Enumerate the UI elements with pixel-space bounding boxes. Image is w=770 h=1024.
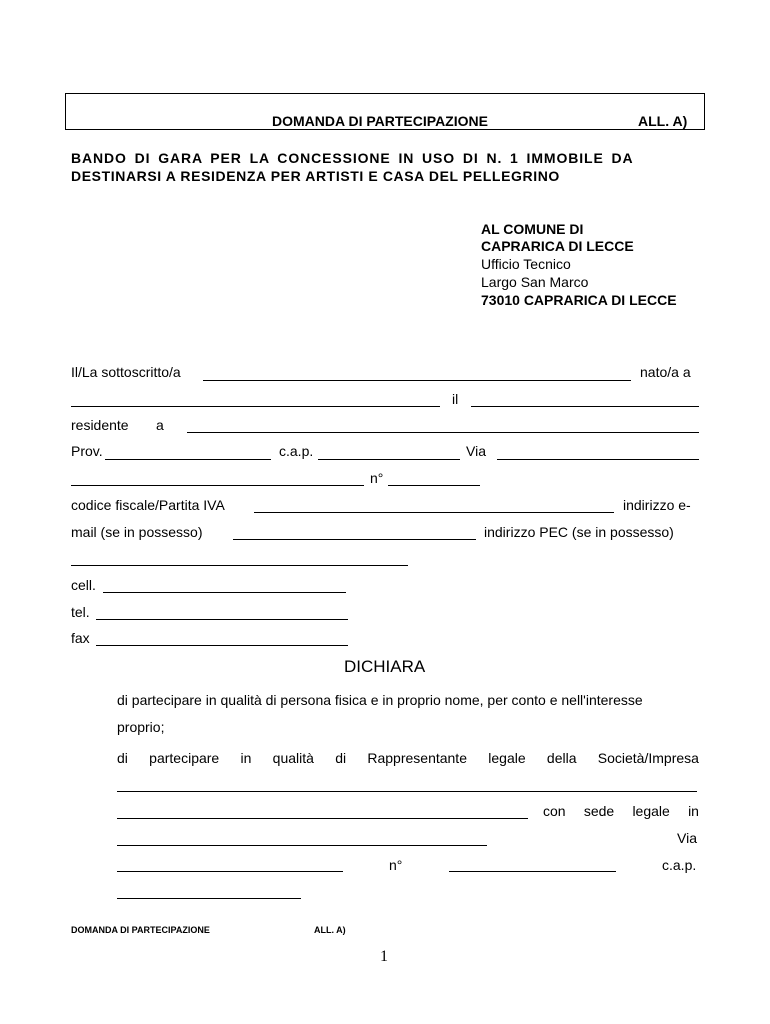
postal-code-label: c.a.p.: [279, 443, 314, 459]
option-2-word: legale: [488, 750, 526, 766]
option-2-word: della: [546, 750, 577, 766]
footer-title: DOMANDA DI PARTECIPAZIONE: [71, 925, 210, 935]
fax-label: fax: [71, 630, 90, 646]
email-label-start: indirizzo e-: [623, 497, 691, 513]
company-name-field[interactable]: [117, 791, 697, 792]
cell-label: cell.: [71, 577, 96, 593]
resident-label: residente: [71, 417, 129, 433]
option-2-word: qualità: [272, 750, 314, 766]
declares-heading: DICHIARA: [344, 657, 426, 676]
street-field[interactable]: [497, 459, 699, 460]
cell-field[interactable]: [103, 592, 346, 593]
undersigned-name-field[interactable]: [203, 380, 631, 381]
seat-word: legale: [632, 803, 670, 819]
recipient-line-4: Largo San Marco: [481, 274, 589, 290]
street-number-field[interactable]: [388, 485, 480, 486]
footer-attachment: ALL. A): [314, 925, 346, 935]
company-street-label: Via: [677, 830, 697, 846]
attachment-label: ALL. A): [638, 113, 688, 129]
seat-word: con: [543, 803, 566, 819]
recipient-line-5: 73010 CAPRARICA DI LECCE: [481, 292, 677, 308]
province-field[interactable]: [105, 459, 271, 460]
document-title: DOMANDA DI PARTECIPAZIONE: [272, 113, 488, 129]
option-2-word: Società/Impresa: [597, 750, 699, 766]
seat-label-line: [543, 803, 699, 819]
born-label: nato/a a: [640, 364, 691, 380]
company-postal-code-label: c.a.p.: [662, 857, 697, 873]
postal-code-field[interactable]: [318, 459, 460, 460]
company-number-label: n°: [389, 857, 403, 873]
resident-in-label: a: [156, 417, 164, 433]
email-field[interactable]: [233, 539, 476, 540]
tax-code-field[interactable]: [254, 512, 614, 513]
undersigned-label: Il/La sottoscritto/a: [71, 364, 181, 380]
pec-field[interactable]: [71, 565, 408, 566]
company-postal-code-field[interactable]: [117, 898, 301, 899]
company-number-field[interactable]: [449, 871, 616, 872]
option-2-word: in: [240, 750, 252, 766]
birthdate-field[interactable]: [471, 406, 699, 407]
fax-field[interactable]: [96, 645, 348, 646]
province-label: Prov.: [71, 443, 103, 459]
option-1-line-2: proprio;: [117, 719, 165, 735]
birthdate-label: il: [452, 391, 459, 407]
option-2-line: [117, 750, 699, 766]
seat-word: in: [688, 803, 699, 819]
option-2-word: Rappresentante: [367, 750, 467, 766]
residence-city-field[interactable]: [187, 432, 699, 433]
tel-field[interactable]: [96, 619, 348, 620]
option-2-word: di: [335, 750, 347, 766]
recipient-line-3: Ufficio Tecnico: [481, 256, 571, 272]
street-label: Via: [466, 443, 486, 459]
recipient-line-1: AL COMUNE DI: [481, 221, 584, 237]
seat-city-field[interactable]: [117, 845, 487, 846]
tel-label: tel.: [71, 604, 90, 620]
page-number: 1: [380, 948, 388, 965]
option-2-word: partecipare: [149, 750, 220, 766]
subject-line-1: BANDO DI GARA PER LA CONCESSIONE IN USO DI N. 1 IMMOBILE DA: [71, 150, 634, 166]
option-2-word: di: [117, 750, 128, 766]
company-name-field-2[interactable]: [117, 818, 528, 819]
subject-line-2: DESTINARSI A RESIDENZA PER ARTISTI E CASA DEL PELLEGRINO: [71, 168, 560, 184]
option-1-line-1: di partecipare in qualità di persona fisica e in proprio nome, per conto e nell'interesse: [117, 692, 643, 708]
tax-code-label: codice fiscale/Partita IVA: [71, 497, 225, 513]
recipient-line-2: CAPRARICA DI LECCE: [481, 238, 634, 254]
pec-label: indirizzo PEC (se in possesso): [484, 524, 674, 540]
street-number-label: n°: [370, 470, 384, 486]
street-continuation-field[interactable]: [71, 485, 364, 486]
email-label-end: mail (se in possesso): [71, 524, 203, 540]
seat-word: sede: [583, 803, 615, 819]
birthplace-field[interactable]: [71, 406, 440, 407]
company-street-field[interactable]: [117, 871, 343, 872]
